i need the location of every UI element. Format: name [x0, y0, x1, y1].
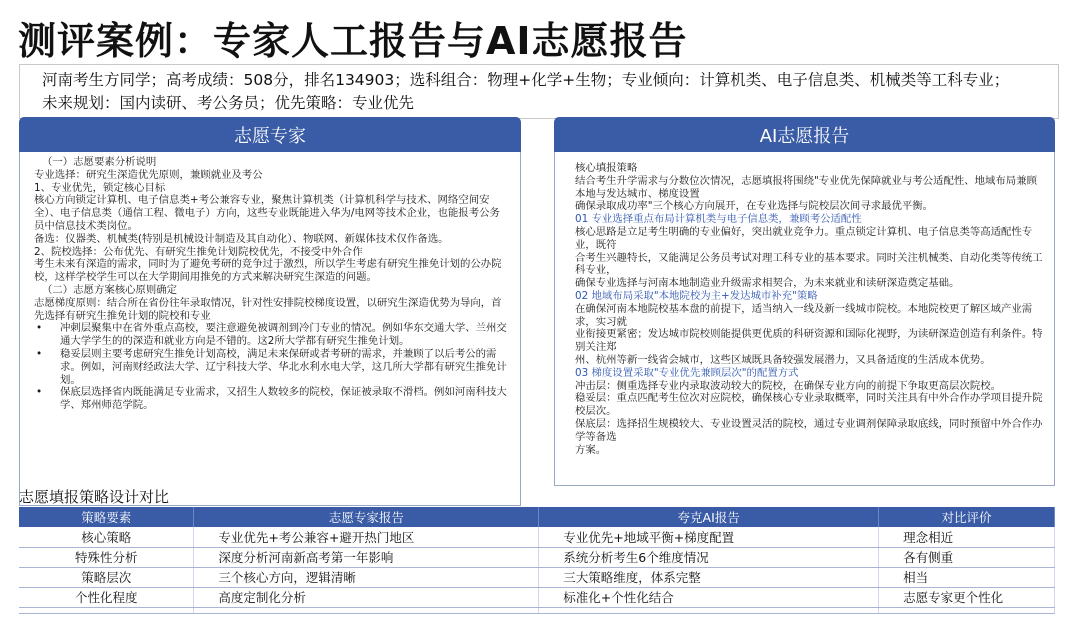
ai-text-line: 01 专业选择重点布局计算机类与电子信息类，兼顾考公适配性	[575, 213, 862, 226]
ai-text-line: 方案。	[575, 443, 607, 456]
table-row	[19, 527, 1055, 547]
table-cell: 理念相近	[879, 527, 1055, 547]
expert-bullet-text: 保底层选择省内既能满足专业需求，又招生人数较多的院校，保证被录取不滑档。例如河南科技大学、郑州师范学院。	[60, 386, 507, 412]
expert-panel	[19, 117, 521, 506]
expert-text-line: 志愿梯度原则：结合所在省份往年录取情况，针对性安排院校梯度设置，以研究生深造优势为导向，首先选择有研究生推免计划的院校和专业	[34, 296, 502, 322]
expert-bullet-item	[34, 386, 510, 412]
ai-text-line: 业衔接更紧密；发达城市院校则能提供更优质的科研资源和国际化视野，为读研深造创造有利条件。特别关注郑	[575, 328, 1043, 354]
table-cell: 三大策略维度，体系完整	[539, 567, 879, 587]
ai-text-line: 03 梯度设置采取"专业优先兼顾层次"的配置方式	[575, 366, 799, 379]
table-cell: 专业优先+地域平衡+梯度配置	[539, 527, 879, 547]
table-row	[19, 567, 1055, 587]
expert-text-line: 2、院校选择：公布优先、有研究生推免计划院校优先，不接受中外合作	[34, 245, 363, 258]
table-header-cell: 策略要素	[19, 507, 194, 527]
comparison-table	[19, 507, 1055, 614]
expert-bullet-text: 冲刺层聚集中在省外重点高校，要注意避免被调剂到冷门专业的情况。例如华东交通大学、兰州交通大学学生的的深造和就业方向是不错的。这2所大学都有研究生推免计划。	[60, 322, 507, 348]
comparison-table-title: 志愿填报策略设计对比	[19, 488, 170, 506]
table-cell: 标准化+个性化结合	[539, 587, 879, 607]
expert-text-line: 核心方向锁定计算机、电子信息类+考公兼容专业，聚焦计算机类（计算机科学与技术、网络空间安全）、电子信息类（通信工程、微电子）方向，这些专业既能进入华为/电网等技术企业，也能报考公务员中信息技术类岗位。	[34, 194, 500, 232]
ai-panel-body	[554, 152, 1055, 486]
profile-line-1: 河南考生方同学；高考成绩：508分，排名134903；选科组合：物理+化学+生物；专业倾向：计算机类、电子信息类、机械类等工科专业；	[42, 71, 1010, 89]
table-cell: 高度定制化分析	[194, 587, 539, 607]
ai-text-line: 确保录取成功率"三个核心方向展开，在专业选择与院校层次间寻求最优平衡。	[575, 200, 934, 213]
table-cell: 核心策略	[19, 527, 194, 547]
ai-text-line: 确保专业选择与河南本地制造业升级需求相契合，为未来就业和读研深造奠定基础。	[575, 277, 960, 290]
student-profile	[19, 64, 1059, 119]
expert-text-line: 备选：仪器类、机械类(特别是机械设计制造及其自动化）、物联网、新媒体技术仅作备选。	[34, 232, 449, 245]
table-cell: 策略层次	[19, 567, 194, 587]
ai-text-line: 稳妥层：重点匹配考生位次对应院校，确保核心专业录取概率，同时关注具有中外合作办学项目提升院校层次。	[575, 392, 1043, 418]
table-cell: 相当	[879, 567, 1055, 587]
ai-text-line: 在确保河南本地院校基本盘的前提下，适当纳入一线及新一线城市院校。本地院校更了解区域产业需求，实习就	[575, 302, 1033, 328]
table-cell: 三个核心方向，逻辑清晰	[194, 567, 539, 587]
table-cell: 特殊性分析	[19, 547, 194, 567]
expert-bullet-item	[34, 322, 510, 348]
page-title: 测评案例：专家人工报告与AI志愿报告	[18, 19, 688, 63]
table-cell	[19, 607, 194, 613]
table-row	[19, 547, 1055, 567]
expert-text-line: 专业选择：研究生深造优先原则，兼顾就业及考公	[34, 168, 263, 181]
ai-text-line: 保底层：选择招生规模较大、专业设置灵活的院校，通过专业调剂保障录取底线，同时预留中外合作办学等备选	[575, 417, 1043, 443]
table-cell	[879, 607, 1055, 613]
table-header-cell: 对比评价	[879, 507, 1055, 527]
profile-line-2: 未来规划：国内读研、考公务员；优先策略：专业优先	[42, 94, 415, 112]
expert-bullet-text: 稳妥层则主要考虑研究生推免计划高校，满足未来保研或者考研的需求，并兼顾了以后考公的需求。例如，河南财经政法大学、辽宁科技大学、华北水利水电大学，这几所大学都有研究生推免计划。	[60, 347, 507, 386]
ai-text-line: 结合考生升学需求与分数位次情况，志愿填报将围绕"专业优先保障就业与考公适配性、地域布局兼顾本地与发达城市、梯度设置	[575, 174, 1037, 200]
expert-text-line: 考生未来有深造的需求，同时为了避免考研的竞争过于激烈，所以学生考虑有研究生推免计划的公办院校，这样学校学生可以在大学期间用推免的方式来解决研究生深造的问题。	[34, 258, 502, 284]
table-cell: 各有侧重	[879, 547, 1055, 567]
table-header-row	[19, 507, 1055, 527]
bullet-icon: •	[36, 347, 43, 360]
table-header-cell: 夸克AI报告	[539, 507, 879, 527]
table-cell: 专业优先+考公兼容+避开热门地区	[194, 527, 539, 547]
expert-text-line: （二）志愿方案核心原则确定	[42, 283, 178, 296]
ai-text-line: 冲击层：侧重选择专业内录取波动较大的院校，在确保专业方向的前提下争取更高层次院校。	[575, 379, 1002, 392]
expert-panel-body	[19, 152, 521, 506]
expert-text-line: 1、专业优先，锁定核心目标	[34, 181, 166, 194]
table-header-cell: 志愿专家报告	[194, 507, 539, 527]
ai-text-line: 02 地域布局采取"本地院校为主+发达城市补充"策略	[575, 289, 818, 302]
table-row	[19, 587, 1055, 607]
ai-panel-header: AI志愿报告	[554, 117, 1055, 152]
ai-text-line: 合考生兴趣特长，又能满足公务员考试对理工科专业的基本要求。同时关注机械类、自动化类等传统工科专业，	[575, 251, 1043, 277]
table-cell: 系统分析考生6个维度情况	[539, 547, 879, 567]
table-cell: 深度分析河南新高考第一年影响	[194, 547, 539, 567]
expert-panel-header: 志愿专家	[19, 117, 521, 152]
table-cell	[539, 607, 879, 613]
ai-text-line: 核心填报策略	[575, 162, 638, 174]
expert-bullet-item	[34, 348, 510, 386]
bullet-icon: •	[36, 386, 43, 399]
table-cell: 志愿专家更个性化	[879, 587, 1055, 607]
bullet-icon: •	[36, 322, 43, 335]
expert-text-line: （一）志愿要素分析说明	[42, 156, 157, 168]
ai-text-line: 核心思路是立足考生明确的专业偏好，突出就业竞争力。重点锁定计算机、电子信息类等高适配性专业，既符	[575, 225, 1033, 251]
ai-text-line: 州、杭州等新一线省会城市，这些区域既具备较强发展潜力，又具备适度的生活成本优势。	[575, 353, 991, 366]
table-cell	[194, 607, 539, 613]
table-row	[19, 607, 1055, 613]
table-cell: 个性化程度	[19, 587, 194, 607]
ai-panel	[554, 117, 1055, 486]
